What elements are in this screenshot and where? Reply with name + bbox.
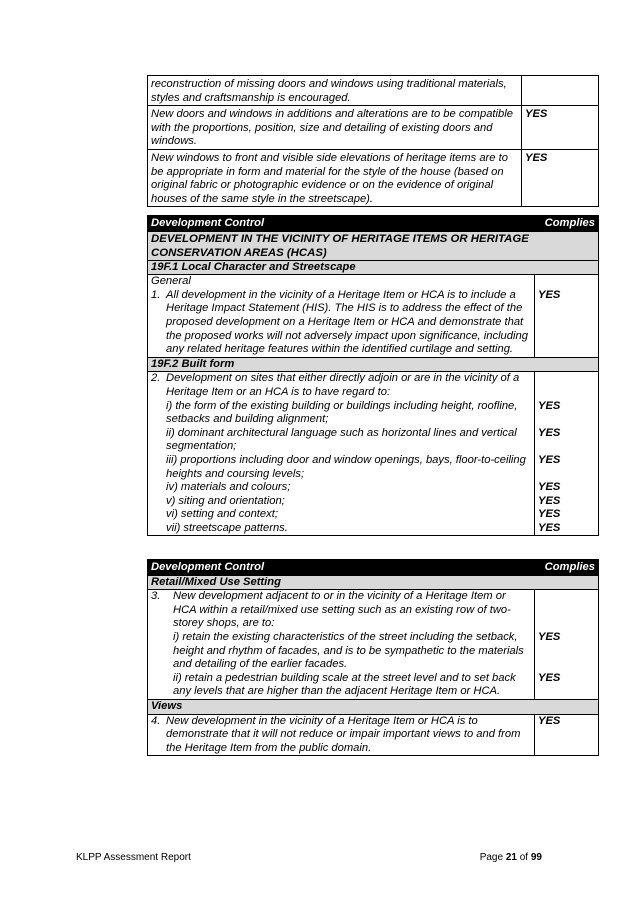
table-row bbox=[148, 106, 599, 150]
control-text: New doors and windows in additions and alterations are to be compatible with the proportions, position, size and detailing of existing doors and windows. bbox=[148, 106, 522, 150]
sub-item: vi) setting and context; bbox=[166, 508, 278, 521]
complies-header: Complies bbox=[535, 216, 599, 232]
sub-item: ii) dominant architectural language such as horizontal lines and vertical segmentation; bbox=[166, 426, 517, 453]
vicinity-heritage-table bbox=[147, 215, 599, 536]
general-label: General bbox=[151, 275, 191, 288]
complies-value: YES bbox=[538, 521, 561, 534]
section-heading: Retail/Mixed Use Setting bbox=[148, 575, 599, 590]
section-heading-row bbox=[148, 260, 599, 275]
item-text: New development adjacent to or in the vicinity of a Heritage Item or HCA within a retail/mixed use setting such as an existing row of two-storey shops, are to: bbox=[173, 590, 511, 630]
item-number: 3. bbox=[151, 590, 161, 603]
item-number: 2. bbox=[151, 372, 161, 385]
table-row bbox=[148, 275, 599, 358]
complies-value: YES bbox=[538, 481, 561, 494]
table-row bbox=[148, 76, 599, 106]
numbered-item bbox=[151, 289, 531, 357]
section-title-row bbox=[148, 231, 599, 260]
numbered-item bbox=[151, 590, 531, 631]
complies-value: YES bbox=[538, 630, 561, 643]
table-row bbox=[148, 714, 599, 756]
sub-item: ii) retain a pedestrian building scale at the street level and to set back any levels that are higher than the adjacent Heritage Item or HCA. bbox=[173, 671, 516, 698]
complies-value: YES bbox=[538, 494, 561, 507]
complies-header: Complies bbox=[535, 560, 599, 576]
control-header: Development Control bbox=[148, 216, 535, 232]
complies-value: YES bbox=[538, 288, 561, 301]
complies-cell: YES bbox=[522, 106, 599, 150]
section-heading-row bbox=[148, 575, 599, 590]
item-text: Development on sites that either directly adjoin or are in the vicinity of a Heritage Item or an HCA is to have regard to: bbox=[166, 372, 520, 398]
sub-item: v) siting and orientation; bbox=[166, 494, 285, 507]
table-header bbox=[148, 560, 599, 576]
footer-report-title: KLPP Assessment Report bbox=[76, 852, 191, 863]
complies-cell: YES bbox=[522, 149, 599, 206]
item-number: 4. bbox=[151, 714, 161, 727]
section-heading: 19F.2 Built form bbox=[148, 357, 599, 372]
item-text: All development in the vicinity of a Heritage Item or HCA is to include a Heritage Impact Statement (HIS). The HIS is to address the effect of the proposed development on a Heritage Item or HCA and demonstrate that the proposed works will not adversely impact upon significance, including any related heritage features within the identified curtilage and setting. bbox=[166, 288, 528, 356]
table-header bbox=[148, 216, 599, 232]
footer-page-number: Page 21 of 99 bbox=[479, 852, 542, 863]
complies-cell: YES bbox=[535, 714, 599, 756]
numbered-item bbox=[151, 372, 531, 399]
complies-value: YES bbox=[538, 399, 561, 412]
section-heading: Views bbox=[148, 699, 599, 714]
heritage-windows-table bbox=[147, 75, 599, 207]
complies-value: YES bbox=[538, 426, 561, 439]
numbered-item bbox=[151, 715, 531, 756]
retail-views-table bbox=[147, 559, 599, 756]
sub-item: iv) materials and colours; bbox=[166, 481, 291, 494]
section-heading-row bbox=[148, 357, 599, 372]
control-text: reconstruction of missing doors and windows using traditional materials, styles and craftsmanship is encouraged. bbox=[148, 76, 522, 106]
control-text: New windows to front and visible side elevations of heritage items are to be appropriate in form and material for the style of the house (based on original fabric or photographic evidence or on the evidence of original houses of the same style in the streetscape). bbox=[148, 149, 522, 206]
control-header: Development Control bbox=[148, 560, 535, 576]
complies-value: YES bbox=[538, 453, 561, 466]
section-title: DEVELOPMENT IN THE VICINITY OF HERITAGE ITEMS OR HERITAGE CONSERVATION AREAS (HCAS) bbox=[148, 231, 599, 260]
sub-item: vii) streetscape patterns. bbox=[166, 521, 288, 534]
item-number: 1. bbox=[151, 288, 161, 301]
item-text: New development in the vicinity of a Heritage Item or HCA is to demonstrate that it will not reduce or impair important views to and from the Heritage Item from the public domain. bbox=[166, 714, 521, 754]
sub-item: i) the form of the existing building or buildings including height, roofline, setbacks and building alignment; bbox=[166, 399, 518, 426]
table-row bbox=[148, 590, 599, 700]
complies-value: YES bbox=[538, 508, 561, 521]
sub-item: i) retain the existing characteristics of the street including the setback, height and rhythm of facades, and is to be sympathetic to the materials and detailing of the earlier facades. bbox=[173, 630, 524, 671]
table-row bbox=[148, 372, 599, 536]
sub-item: iii) proportions including door and window openings, bays, floor-to-ceiling heights and coursing levels; bbox=[166, 453, 526, 480]
section-heading: 19F.1 Local Character and Streetscape bbox=[148, 260, 599, 275]
complies-cell bbox=[522, 76, 599, 106]
table-row bbox=[148, 149, 599, 206]
complies-value: YES bbox=[538, 671, 561, 684]
section-heading-row bbox=[148, 699, 599, 714]
